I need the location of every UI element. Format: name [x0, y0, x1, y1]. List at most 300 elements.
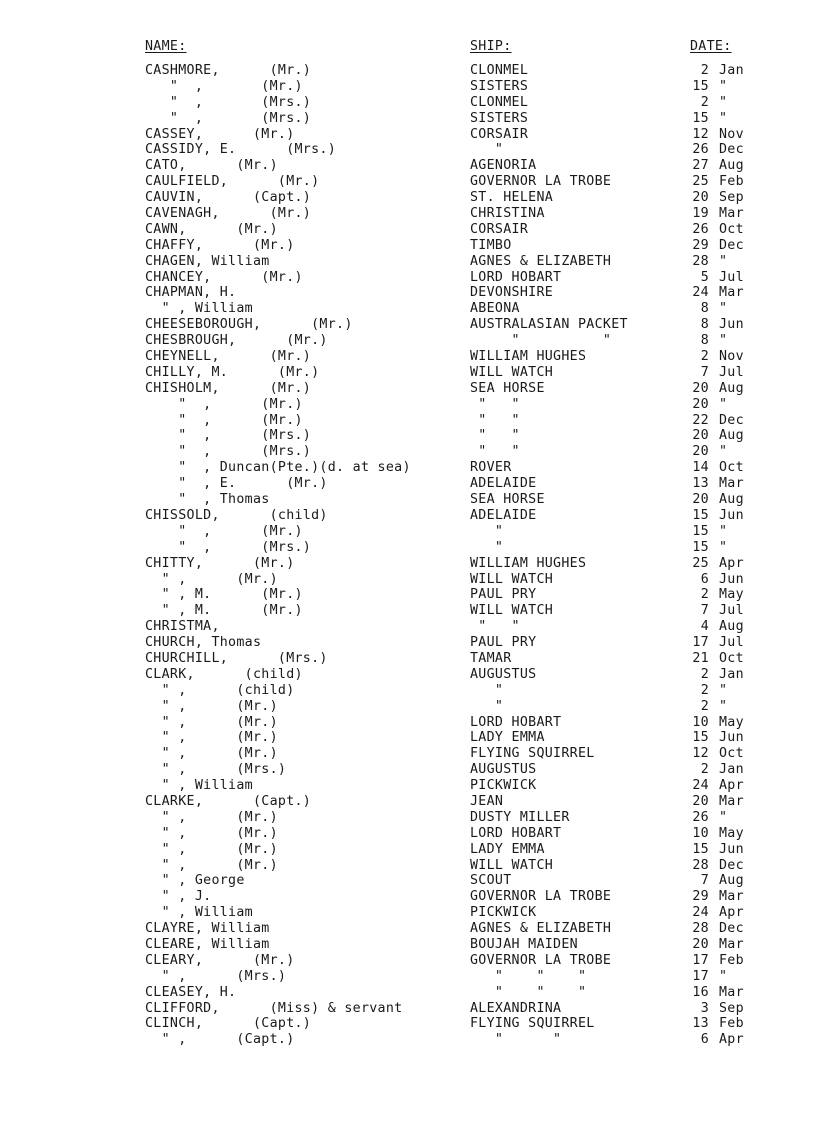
arrival-day: 2 [700, 349, 709, 365]
passenger-name: CLINCH, (Capt.) [145, 1016, 312, 1032]
arrival-month: Mar [719, 793, 744, 809]
ship-name: PICKWICK [470, 778, 537, 794]
list-item [0, 937, 816, 953]
list-item [0, 619, 816, 635]
list-item [0, 1001, 816, 1017]
arrival-day: 26 [692, 809, 709, 825]
passenger-name: CASSEY, (Mr.) [145, 126, 295, 142]
ship-name: GOVERNOR LA TROBE [470, 889, 612, 905]
arrival-month: Jun [719, 571, 744, 587]
ship-name: TAMAR [470, 650, 512, 666]
passenger-name: " , (Mr.) [145, 714, 278, 730]
passenger-name: " , (Mr.) [145, 523, 303, 539]
ship-name: FLYING SQUIRREL [470, 1016, 595, 1032]
list-item [0, 540, 816, 556]
passenger-name: CLARK, (child) [145, 666, 303, 682]
ship-name: DEVONSHIRE [470, 285, 554, 301]
passenger-name: " , Duncan(Pte.)(d. at sea) [145, 460, 411, 476]
arrival-month: Mar [719, 285, 744, 301]
ship-name: WILL WATCH [470, 857, 554, 873]
list-item [0, 317, 816, 333]
arrival-day: 15 [692, 841, 709, 857]
arrival-month: Aug [719, 428, 744, 444]
arrival-day: 25 [692, 555, 709, 571]
ship-name: SEA HORSE [470, 380, 545, 396]
arrival-month: Jan [719, 762, 744, 778]
list-item [0, 492, 816, 508]
passenger-name: CLAYRE, William [145, 921, 270, 937]
arrival-day: 6 [700, 571, 709, 587]
arrival-day: 2 [700, 666, 709, 682]
arrival-month: " [719, 253, 728, 269]
list-item [0, 127, 816, 143]
ship-name: PAUL PRY [470, 587, 537, 603]
ship-name: LADY EMMA [470, 841, 545, 857]
passenger-name: " , E. (Mr.) [145, 476, 328, 492]
arrival-month: Jul [719, 364, 744, 380]
list-item [0, 556, 816, 572]
arrival-month: " [719, 968, 728, 984]
arrival-day: 15 [692, 539, 709, 555]
arrival-day: 20 [692, 444, 709, 460]
arrival-day: 5 [700, 269, 709, 285]
arrival-day: 13 [692, 476, 709, 492]
ship-name: AGNES & ELIZABETH [470, 253, 612, 269]
passenger-name: CHITTY, (Mr.) [145, 555, 295, 571]
ship-name: ALEXANDRINA [470, 1000, 562, 1016]
ship-name: WILLIAM HUGHES [470, 555, 587, 571]
list-item [0, 715, 816, 731]
arrival-day: 12 [692, 746, 709, 762]
arrival-day: 21 [692, 650, 709, 666]
ship-name: LORD HOBART [470, 269, 562, 285]
ship-name: ROVER [470, 460, 512, 476]
arrival-day: 17 [692, 635, 709, 651]
arrival-month: Oct [719, 460, 744, 476]
arrival-month: Jul [719, 269, 744, 285]
passenger-name: CHAFFY, (Mr.) [145, 237, 295, 253]
ship-name: " " [470, 1032, 562, 1048]
arrival-day: 26 [692, 142, 709, 158]
list-item [0, 905, 816, 921]
arrival-day: 2 [700, 63, 709, 78]
arrival-day: 20 [692, 492, 709, 508]
arrival-day: 7 [700, 364, 709, 380]
arrival-month: " [719, 698, 728, 714]
list-item [0, 873, 816, 889]
list-item [0, 142, 816, 158]
passenger-name: CHISSOLD, (child) [145, 507, 328, 523]
arrival-day: 6 [700, 1032, 709, 1048]
arrival-day: 29 [692, 889, 709, 905]
ship-name: GOVERNOR LA TROBE [470, 174, 612, 190]
arrival-day: 2 [700, 587, 709, 603]
passenger-name: " , (Mr.) [145, 78, 303, 94]
arrival-day: 10 [692, 714, 709, 730]
passenger-list [0, 63, 816, 1048]
passenger-name: " , (Mr.) [145, 809, 278, 825]
arrival-month: Feb [719, 174, 744, 190]
ship-name: AUGUSTUS [470, 666, 537, 682]
passenger-name: CHRISTMA, [145, 619, 220, 635]
arrival-month: May [719, 714, 744, 730]
ship-name: SISTERS [470, 78, 529, 94]
passenger-name: " , (Mr.) [145, 412, 303, 428]
passenger-name: " , (Mrs.) [145, 762, 287, 778]
list-item [0, 794, 816, 810]
ship-name: JEAN [470, 793, 504, 809]
passenger-name: CHEYNELL, (Mr.) [145, 349, 312, 365]
list-item [0, 111, 816, 127]
arrival-day: 17 [692, 968, 709, 984]
arrival-month: " [719, 809, 728, 825]
arrival-month: Dec [719, 921, 744, 937]
list-item [0, 428, 816, 444]
ship-name: WILL WATCH [470, 364, 554, 380]
arrival-month: Sep [719, 1000, 744, 1016]
list-item [0, 985, 816, 1001]
list-item [0, 413, 816, 429]
arrival-month: " [719, 539, 728, 555]
arrival-day: 2 [700, 698, 709, 714]
ship-name: " [470, 539, 504, 555]
ship-name: " [470, 142, 504, 158]
arrival-month: Jun [719, 730, 744, 746]
arrival-day: 15 [692, 507, 709, 523]
ship-name: AGNES & ELIZABETH [470, 921, 612, 937]
passenger-name: CHESBROUGH, (Mr.) [145, 333, 328, 349]
passenger-name: " , (Mrs.) [145, 428, 312, 444]
ship-name: TIMBO [470, 237, 512, 253]
ship-name: DUSTY MILLER [470, 809, 570, 825]
list-item [0, 762, 816, 778]
arrival-day: 28 [692, 921, 709, 937]
arrival-day: 12 [692, 126, 709, 142]
list-item [0, 1016, 816, 1032]
arrival-month: Jan [719, 63, 744, 78]
arrival-month: Oct [719, 221, 744, 237]
passenger-name: CAWN, (Mr.) [145, 221, 278, 237]
ship-name: " " [470, 412, 520, 428]
ship-name: LORD HOBART [470, 714, 562, 730]
arrival-month: Apr [719, 778, 744, 794]
arrival-day: 29 [692, 237, 709, 253]
arrival-month: Feb [719, 952, 744, 968]
passenger-name: CHURCH, Thomas [145, 635, 262, 651]
passenger-name: CLEARE, William [145, 936, 270, 952]
ship-name: WILLIAM HUGHES [470, 349, 587, 365]
arrival-day: 2 [700, 762, 709, 778]
arrival-month: Jan [719, 666, 744, 682]
passenger-name: CATO, (Mr.) [145, 158, 278, 174]
arrival-day: 8 [700, 301, 709, 317]
ship-name: PICKWICK [470, 905, 537, 921]
arrival-day: 3 [700, 1000, 709, 1016]
arrival-month: Mar [719, 889, 744, 905]
arrival-month: Aug [719, 158, 744, 174]
arrival-month: " [719, 301, 728, 317]
arrival-month: Apr [719, 555, 744, 571]
header-date: DATE: [690, 39, 732, 54]
list-item [0, 397, 816, 413]
passenger-name: CASSIDY, E. (Mrs.) [145, 142, 337, 158]
arrival-month: Jul [719, 603, 744, 619]
arrival-day: 15 [692, 110, 709, 126]
passenger-name: CHILLY, M. (Mr.) [145, 364, 320, 380]
list-item [0, 778, 816, 794]
ship-name: CORSAIR [470, 221, 529, 237]
list-item [0, 333, 816, 349]
arrival-month: Nov [719, 349, 744, 365]
ship-name: ST. HELENA [470, 190, 554, 206]
arrival-day: 15 [692, 730, 709, 746]
passenger-name: " , William [145, 301, 253, 317]
arrival-month: Apr [719, 1032, 744, 1048]
list-item [0, 572, 816, 588]
list-item [0, 842, 816, 858]
arrival-day: 20 [692, 190, 709, 206]
ship-name: PAUL PRY [470, 635, 537, 651]
arrival-day: 20 [692, 396, 709, 412]
passenger-name: CHURCHILL, (Mrs.) [145, 650, 328, 666]
arrival-month: Sep [719, 190, 744, 206]
passenger-name: " , William [145, 778, 253, 794]
list-item [0, 508, 816, 524]
list-item [0, 524, 816, 540]
list-item [0, 270, 816, 286]
list-item [0, 651, 816, 667]
arrival-month: " [719, 396, 728, 412]
arrival-month: Jul [719, 635, 744, 651]
ship-name: " [470, 698, 504, 714]
passenger-name: " , Thomas [145, 492, 270, 508]
passenger-name: " , (Mrs.) [145, 94, 312, 110]
ship-name: AUGUSTUS [470, 762, 537, 778]
arrival-day: 19 [692, 206, 709, 222]
arrival-day: 10 [692, 825, 709, 841]
arrival-month: " [719, 94, 728, 110]
arrival-day: 7 [700, 603, 709, 619]
arrival-month: " [719, 523, 728, 539]
ship-name: ABEONA [470, 301, 520, 317]
passenger-name: CHANCEY, (Mr.) [145, 269, 303, 285]
ship-name: CORSAIR [470, 126, 529, 142]
list-item [0, 63, 816, 79]
list-item [0, 285, 816, 301]
passenger-name: " , (Mrs.) [145, 539, 312, 555]
arrival-month: " [719, 78, 728, 94]
list-item [0, 190, 816, 206]
passenger-name: " , (Mr.) [145, 825, 278, 841]
list-item [0, 476, 816, 492]
arrival-day: 2 [700, 682, 709, 698]
passenger-name: " , (Mr.) [145, 698, 278, 714]
arrival-month: Jun [719, 317, 744, 333]
passenger-name: " , (Mr.) [145, 730, 278, 746]
list-item [0, 699, 816, 715]
list-item [0, 444, 816, 460]
list-item [0, 381, 816, 397]
arrival-day: 25 [692, 174, 709, 190]
passenger-name: CHAPMAN, H. [145, 285, 237, 301]
arrival-month: Dec [719, 142, 744, 158]
list-item [0, 858, 816, 874]
ship-name: " " [470, 396, 520, 412]
arrival-day: 24 [692, 905, 709, 921]
list-item [0, 921, 816, 937]
arrival-month: " [719, 682, 728, 698]
passenger-name: " , (Mr.) [145, 857, 278, 873]
arrival-day: 26 [692, 221, 709, 237]
list-item [0, 158, 816, 174]
passenger-name: " , (Mrs.) [145, 110, 312, 126]
passenger-name: " , (Mr.) [145, 396, 303, 412]
list-item [0, 730, 816, 746]
arrival-day: 4 [700, 619, 709, 635]
list-item [0, 238, 816, 254]
list-item [0, 222, 816, 238]
ship-name: FLYING SQUIRREL [470, 746, 595, 762]
arrival-month: Aug [719, 380, 744, 396]
ship-name: " " " [470, 968, 587, 984]
arrival-month: Feb [719, 1016, 744, 1032]
ship-name: AGENORIA [470, 158, 537, 174]
arrival-month: Oct [719, 746, 744, 762]
arrival-month: Jun [719, 841, 744, 857]
arrival-month: Dec [719, 857, 744, 873]
list-item [0, 810, 816, 826]
list-item [0, 826, 816, 842]
arrival-month: Dec [719, 412, 744, 428]
arrival-month: " [719, 444, 728, 460]
ship-name: WILL WATCH [470, 603, 554, 619]
header-name: NAME: [145, 39, 187, 54]
arrival-month: Jun [719, 507, 744, 523]
arrival-month: " [719, 110, 728, 126]
ship-name: " [470, 523, 504, 539]
arrival-day: 8 [700, 317, 709, 333]
passenger-name: CHEESEBOROUGH, (Mr.) [145, 317, 353, 333]
arrival-day: 20 [692, 380, 709, 396]
arrival-day: 20 [692, 428, 709, 444]
passenger-name: CHISHOLM, (Mr.) [145, 380, 312, 396]
arrival-month: Oct [719, 650, 744, 666]
ship-name: WILL WATCH [470, 571, 554, 587]
arrival-month: Dec [719, 237, 744, 253]
arrival-month: " [719, 333, 728, 349]
list-item [0, 254, 816, 270]
list-item [0, 587, 816, 603]
arrival-month: Aug [719, 619, 744, 635]
list-item [0, 683, 816, 699]
passenger-name: CASHMORE, (Mr.) [145, 63, 312, 78]
ship-name: CLONMEL [470, 63, 529, 78]
passenger-name: CLEASEY, H. [145, 984, 237, 1000]
list-item [0, 460, 816, 476]
arrival-month: Mar [719, 206, 744, 222]
passenger-name: CAVENAGH, (Mr.) [145, 206, 312, 222]
arrival-month: May [719, 825, 744, 841]
passenger-name: CLEARY, (Mr.) [145, 952, 295, 968]
arrival-day: 7 [700, 873, 709, 889]
ship-name: " " [470, 428, 520, 444]
ship-name: " " [470, 444, 520, 460]
passenger-name: CAULFIELD, (Mr.) [145, 174, 320, 190]
arrival-month: Mar [719, 984, 744, 1000]
arrival-day: 8 [700, 333, 709, 349]
list-item [0, 969, 816, 985]
ship-name: " " [470, 333, 612, 349]
arrival-day: 13 [692, 1016, 709, 1032]
arrival-day: 22 [692, 412, 709, 428]
passenger-name: " , William [145, 905, 253, 921]
ship-name: ADELAIDE [470, 476, 537, 492]
passenger-name: " , (Mr.) [145, 841, 278, 857]
list-item [0, 174, 816, 190]
passenger-name: " , (Mr.) [145, 746, 278, 762]
list-item [0, 79, 816, 95]
ship-name: LORD HOBART [470, 825, 562, 841]
arrival-day: 15 [692, 78, 709, 94]
passenger-name: " , M. (Mr.) [145, 587, 303, 603]
arrival-day: 14 [692, 460, 709, 476]
ship-name: GOVERNOR LA TROBE [470, 952, 612, 968]
passenger-name: CLARKE, (Capt.) [145, 793, 312, 809]
arrival-day: 17 [692, 952, 709, 968]
list-item [0, 667, 816, 683]
list-item [0, 635, 816, 651]
ship-name: BOUJAH MAIDEN [470, 936, 578, 952]
passenger-name: " , (child) [145, 682, 295, 698]
list-item [0, 365, 816, 381]
arrival-month: Mar [719, 476, 744, 492]
arrival-day: 28 [692, 857, 709, 873]
ship-name: " " [470, 619, 520, 635]
arrival-month: Nov [719, 126, 744, 142]
passenger-name: " , (Mr.) [145, 571, 278, 587]
arrival-day: 16 [692, 984, 709, 1000]
list-item [0, 746, 816, 762]
ship-name: SCOUT [470, 873, 512, 889]
ship-name: SEA HORSE [470, 492, 545, 508]
ship-name: AUSTRALASIAN PACKET [470, 317, 628, 333]
passenger-name: " , George [145, 873, 245, 889]
passenger-name: " , (Mrs.) [145, 968, 287, 984]
arrival-day: 24 [692, 778, 709, 794]
arrival-month: Aug [719, 492, 744, 508]
passenger-name: " , (Capt.) [145, 1032, 295, 1048]
ship-name: CLONMEL [470, 94, 529, 110]
list-item [0, 889, 816, 905]
arrival-day: 28 [692, 253, 709, 269]
header-ship: SHIP: [470, 39, 512, 54]
arrival-day: 15 [692, 523, 709, 539]
list-item [0, 953, 816, 969]
ship-name: " " " [470, 984, 587, 1000]
ship-name: ADELAIDE [470, 507, 537, 523]
passenger-name: CHAGEN, William [145, 253, 270, 269]
arrival-month: Aug [719, 873, 744, 889]
arrival-month: May [719, 587, 744, 603]
list-item [0, 349, 816, 365]
list-item [0, 301, 816, 317]
arrival-day: 20 [692, 793, 709, 809]
arrival-month: Apr [719, 905, 744, 921]
arrival-day: 27 [692, 158, 709, 174]
arrival-day: 24 [692, 285, 709, 301]
list-item [0, 95, 816, 111]
arrival-month: Mar [719, 936, 744, 952]
